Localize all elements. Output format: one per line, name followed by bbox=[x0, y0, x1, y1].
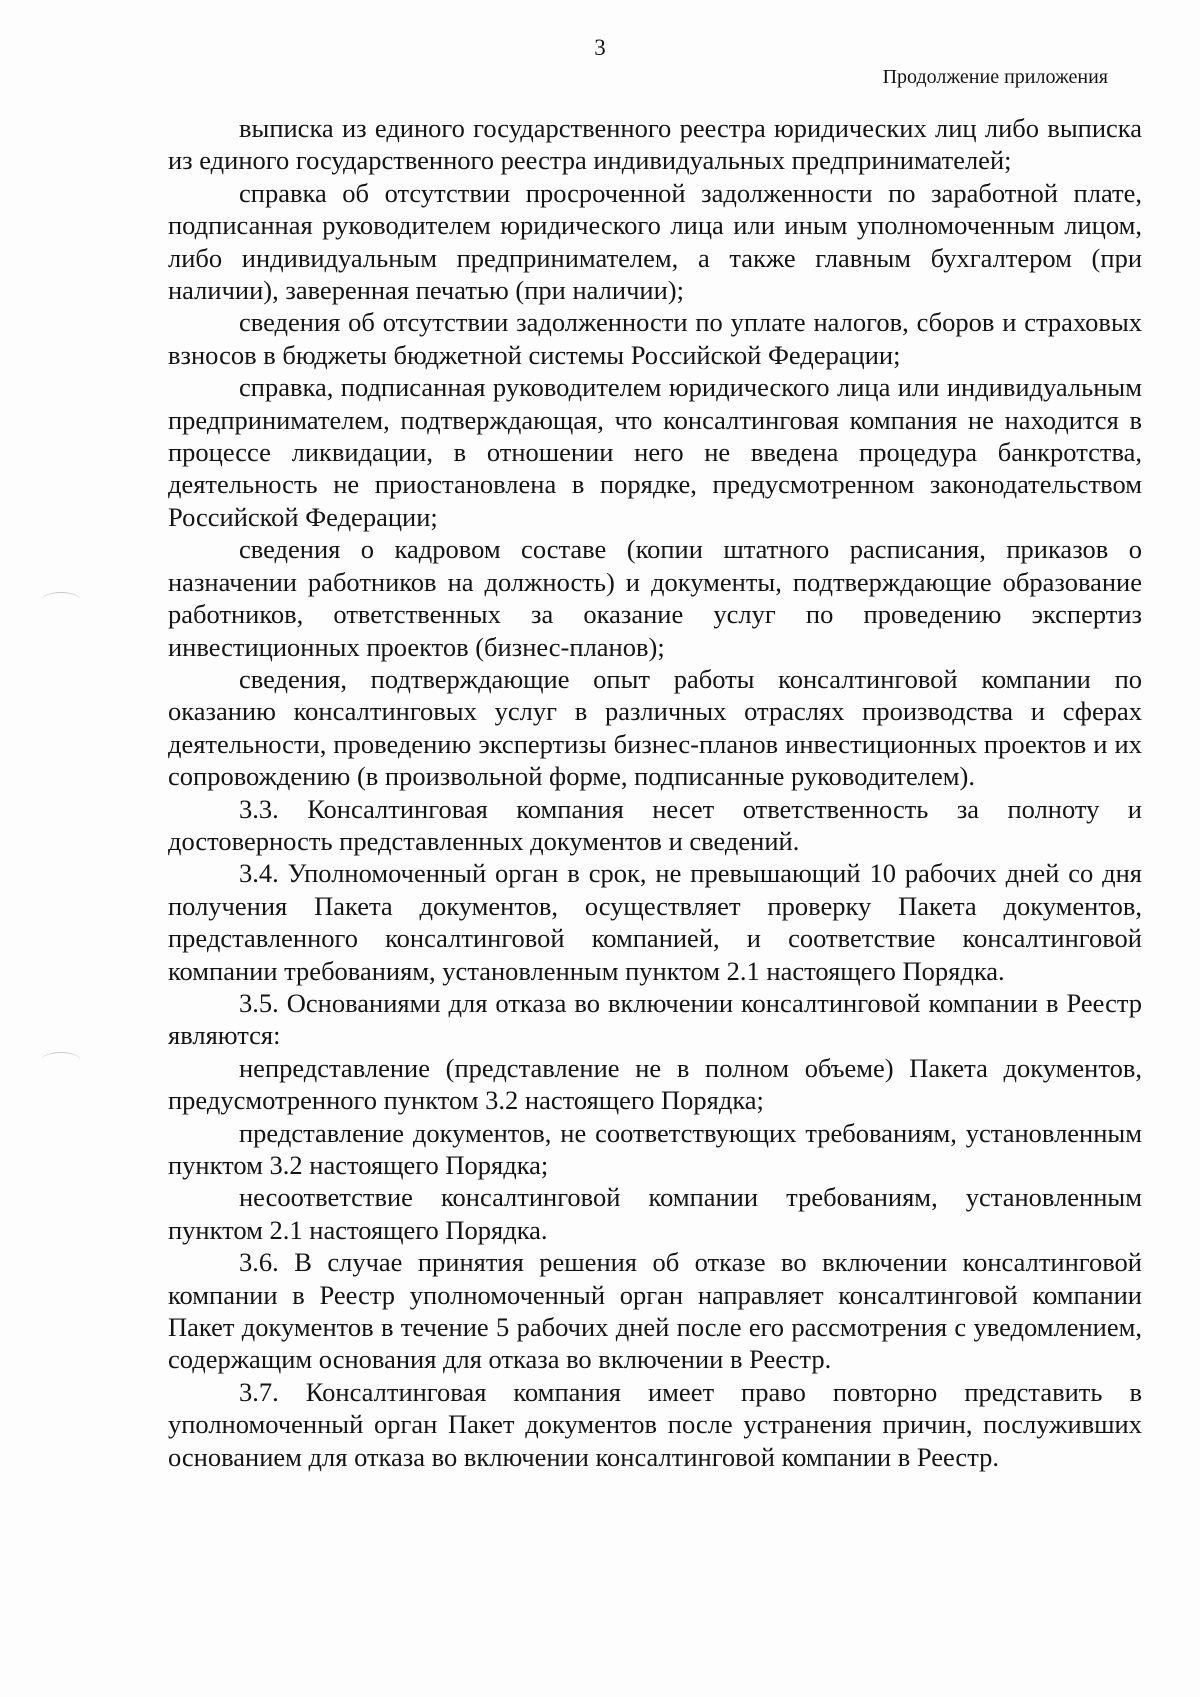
paragraph-refusal-ground-1: непредставление (представление не в полном объеме) Пакета документов, предусмотренного пунктом 3.2 настоящего Порядка; bbox=[168, 1052, 1142, 1116]
scan-mark bbox=[42, 1052, 80, 1067]
scan-mark bbox=[42, 592, 80, 607]
paragraph-3-7: 3.7. Консалтинговая компания имеет право повторно представить в уполномоченный орган Пакет документов после устранения причин, послуживших основанием для отказа во включении консалтинговой компании в Реестр. bbox=[168, 1376, 1142, 1472]
paragraph-refusal-ground-3: несоответствие консалтинговой компании требованиям, установленным пунктом 2.1 настоящего Порядка. bbox=[168, 1182, 1142, 1245]
paragraph-3-6: 3.6. В случае принятия решения об отказе во включении консалтинговой компании в Реестр уполномоченный орган направляет консалтинговой компании Пакет документов в течение 5 рабочих дней после его рассмотрения с уведомлением, содержащим основания для отказа во включении в Реестр. bbox=[168, 1247, 1142, 1375]
paragraph-liquidation-certificate: справка, подписанная руководителем юридического лица или индивидуальным предпринимателем, подтверждающая, что консалтинговая компания не находится в процессе ликвидации, в отношении него не введена процедура банкротства, деятельность не приостановлена в порядке, предусмотренном законодательством Российской Федерации; bbox=[168, 372, 1142, 532]
paragraph-tax-debt-info: сведения об отсутствии задолженности по уплате налогов, сборов и страховых взносов в бюджеты бюджетной системы Российской Федерации; bbox=[168, 307, 1142, 370]
paragraph-3-3: 3.3. Консалтинговая компания несет ответственность за полноту и достоверность представленных документов и сведений. bbox=[168, 793, 1142, 856]
page-number: 3 bbox=[594, 35, 606, 60]
paragraph-3-5: 3.5. Основаниями для отказа во включении консалтинговой компании в Реестр являются: bbox=[168, 987, 1142, 1051]
paragraph-3-4: 3.4. Уполномоченный орган в срок, не превышающий 10 рабочих дней со дня получения Пакета документов, осуществляет проверку Пакета документов, представленного консалтинговой компанией, и соответствие консалтинговой компании требованиям, установленным пунктом 2.1 настоящего Порядка. bbox=[168, 858, 1142, 986]
continuation-note: Продолжение приложения bbox=[882, 66, 1108, 88]
paragraph-salary-debt-certificate: справка об отсутствии просроченной задолженности по заработной плате, подписанная руководителем юридического лица или иным уполномоченным лицом, либо индивидуальным предпринимателем, а также главным бухгалтером (при наличии), заверенная печатью (при наличии); bbox=[168, 177, 1142, 306]
paragraph-egrul-extract: выписка из единого государственного реестра юридических лиц либо выписка из единого государственного реестра индивидуальных предпринимателей; bbox=[168, 113, 1142, 176]
paragraph-refusal-ground-2: представление документов, не соответствующих требованиям, установленным пунктом 3.2 настоящего Порядка; bbox=[168, 1117, 1142, 1180]
document-body bbox=[168, 112, 1142, 1473]
paragraph-experience-info: сведения, подтверждающие опыт работы консалтинговой компании по оказанию консалтинговых услуг в различных отраслях производства и сферах деятельности, проведению экспертизы бизнес-планов инвестиционных проектов и их сопровождению (в произвольной форме, подписанные руководителем). bbox=[168, 663, 1142, 792]
paragraph-staff-info: сведения о кадровом составе (копии штатного расписания, приказов о назначении работников на должность) и документы, подтверждающие образование работников, ответственных за оказание услуг по проведению экспертиз инвестиционных проектов (бизнес-планов); bbox=[168, 534, 1142, 662]
